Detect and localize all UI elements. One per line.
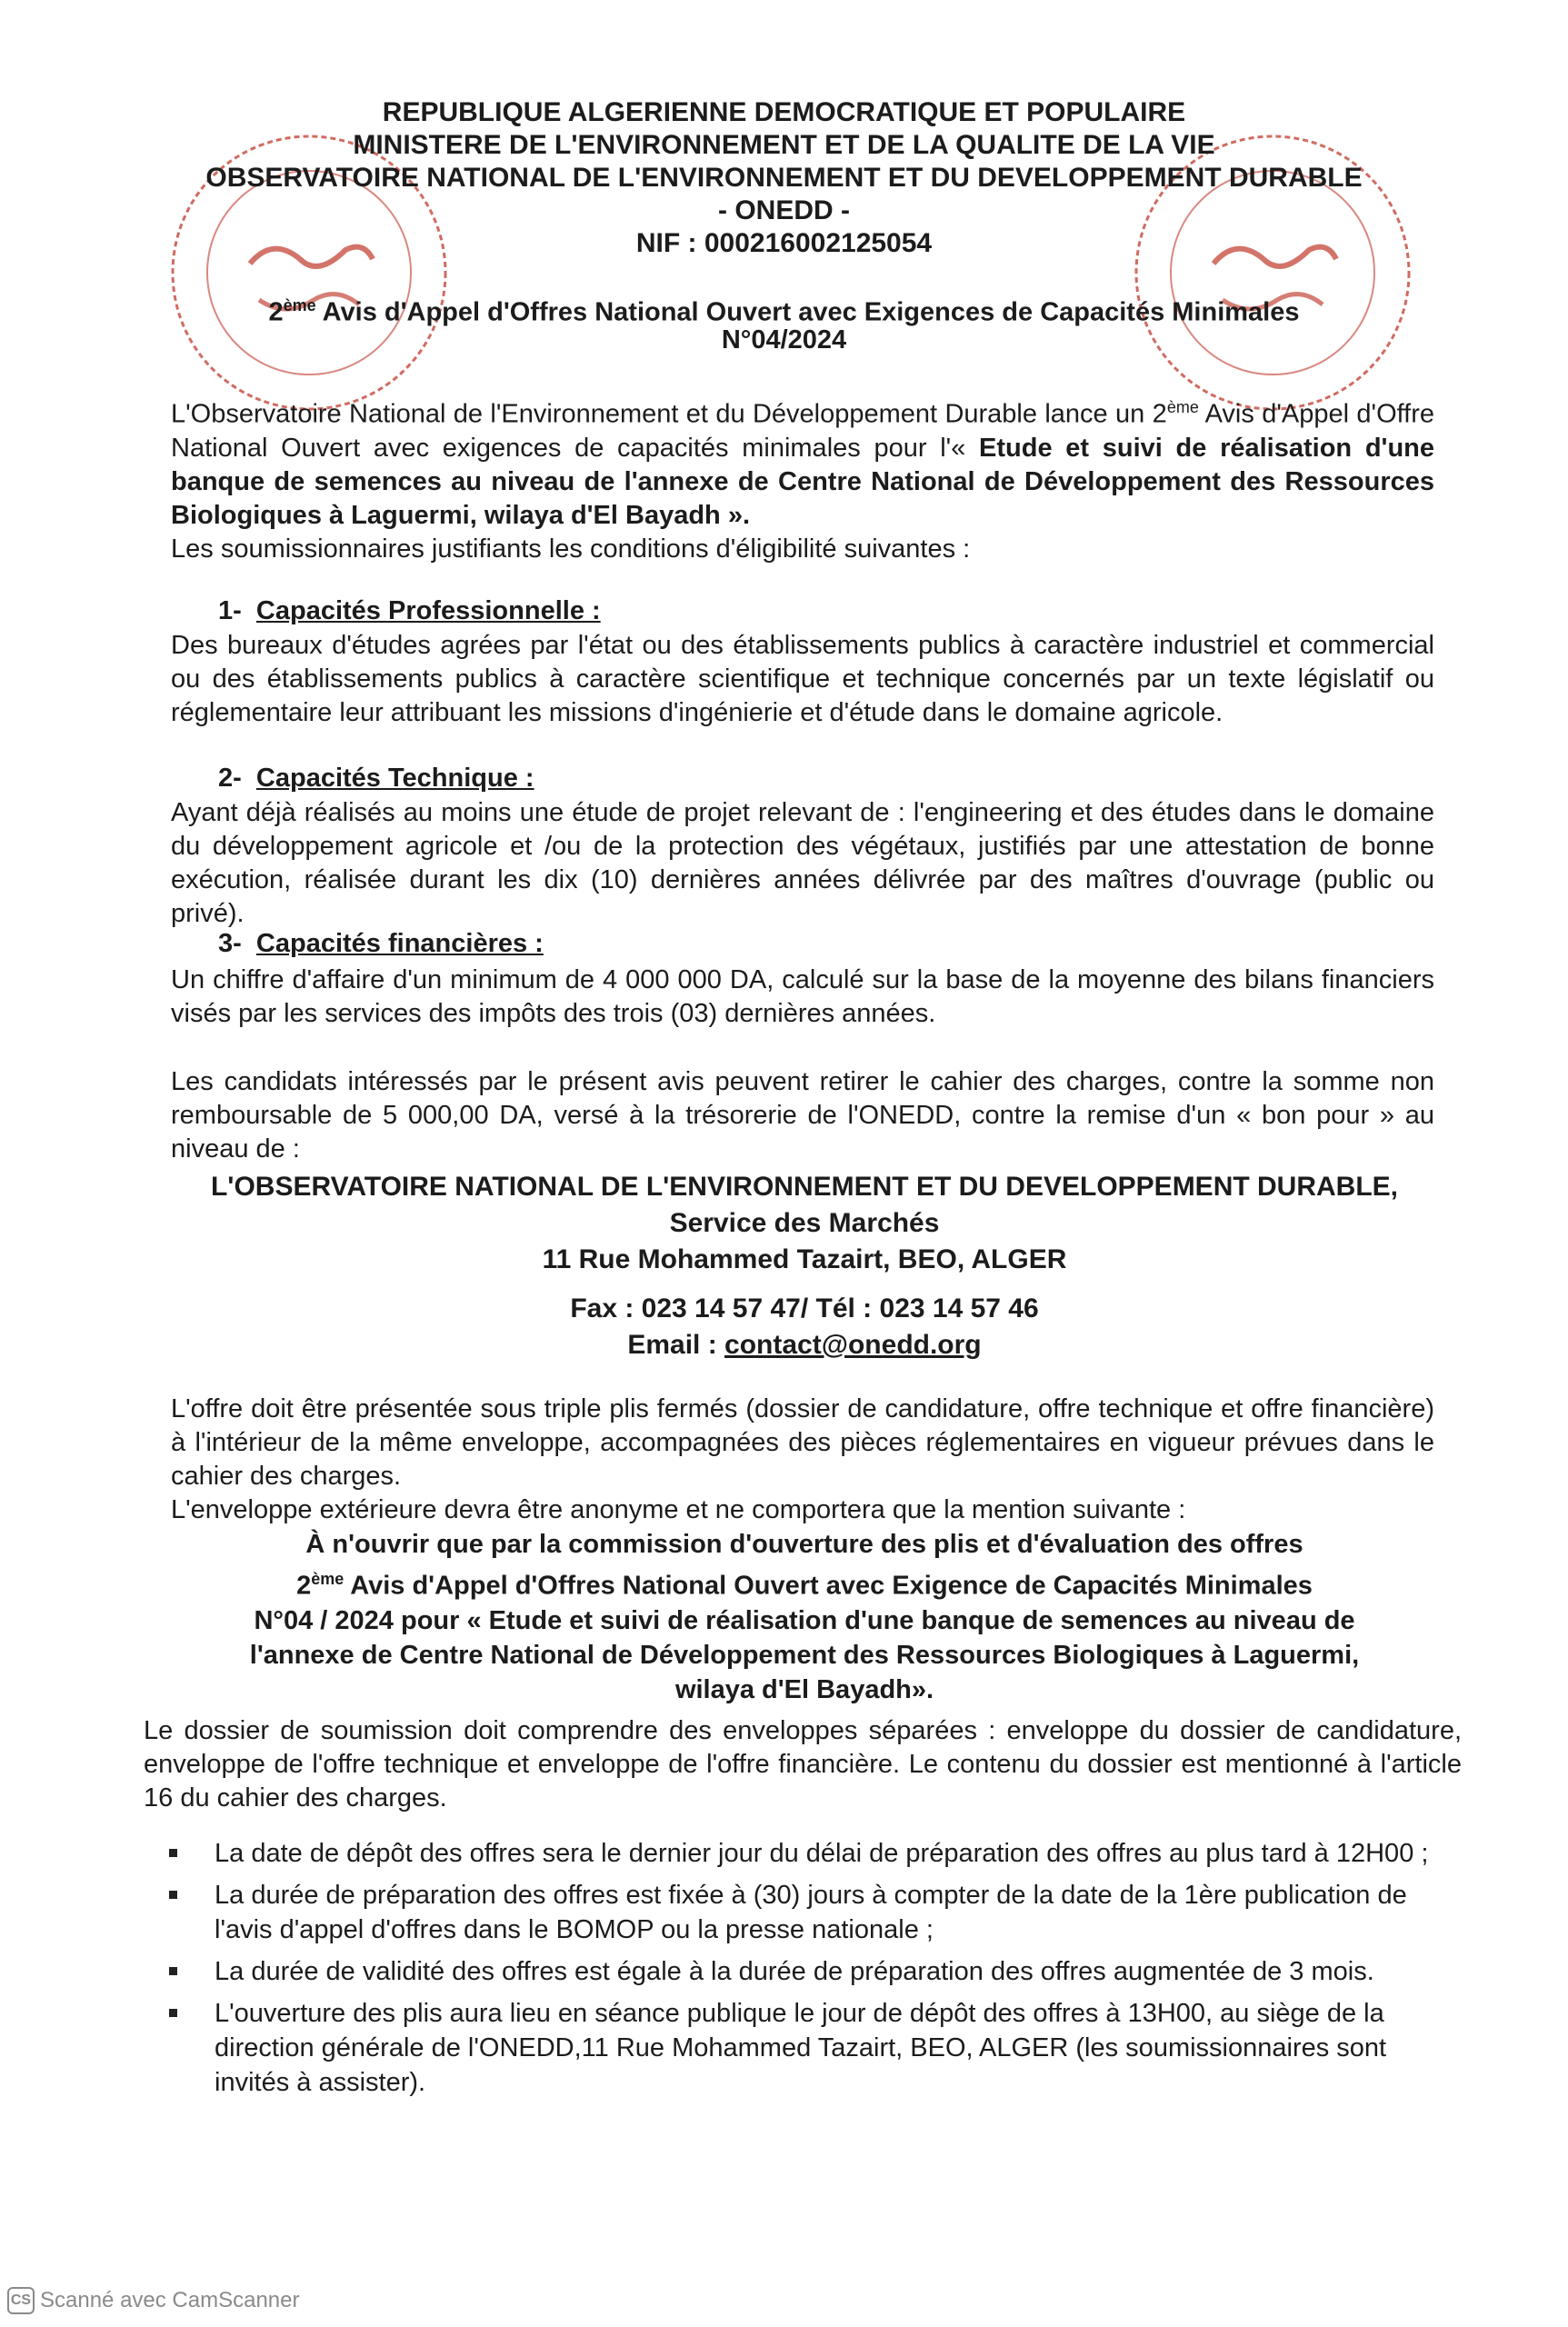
avis-title-text: Avis d'Appel d'Offres National Ouvert avec Exigences de Capacités Minimales	[315, 297, 1300, 327]
intro-sup: ème	[1166, 398, 1199, 416]
intro-text-3: ».	[720, 500, 751, 530]
intro-num: 2	[1152, 399, 1167, 429]
list-item-text: La durée de préparation des offres est fixée à (30) jours à compter de la date de la 1ère publication de l'avis d'appel d'offres dans le BOMOP ou la presse nationale ;	[215, 1881, 1407, 1944]
capacity-3-label: Capacités financières :	[255, 929, 544, 958]
header-nif: NIF : 000216002125054	[635, 228, 933, 258]
mention-text: Avis d'Appel d'Offres National Ouvert avec Exigence de Capacités Minimales	[344, 1571, 1313, 1601]
camscanner-icon: CS	[7, 2287, 35, 2314]
list-item	[164, 1878, 1454, 1947]
address-phone: Fax : 023 14 57 47/ Tél : 023 14 57 46	[570, 1293, 1039, 1323]
dossier-paragraph: Le dossier de soumission doit comprendre des enveloppes séparées : enveloppe du dossier de candidature, enveloppe de l'offre technique et enveloppe de l'offre financière. Le contenu du dossier est mentionné à l'article 16 du cahier des charges.	[144, 1716, 1462, 1813]
capacity-2-title	[218, 764, 534, 794]
scanner-footer	[7, 2287, 300, 2314]
bullet-icon	[169, 1849, 177, 1857]
email-label: Email :	[627, 1330, 725, 1360]
mention-line-2	[136, 1562, 1473, 1603]
capacity-3-title	[218, 929, 544, 959]
capacity-2-text: Ayant déjà réalisés au moins une étude de projet relevant de : l'engineering et des études dans le domaine du développement agricole et /ou de la protection des végétaux, justifiés par une attestation de bonne exécution, réalisée durant les dix (10) dernières années délivrée par des maîtres d'ouvrage (public ou privé).	[171, 798, 1434, 928]
mention-line-3: N°04 / 2024 pour « Etude et suivi de réalisation d'une banque de semences au niveau de	[254, 1605, 1355, 1635]
envelope-mention	[136, 1527, 1473, 1707]
capacity-1-label: Capacités Professionnelle :	[255, 596, 601, 625]
eligibility-text: Les soumissionnaires justifiants les conditions d'éligibilité suivantes :	[171, 534, 971, 564]
list-item	[164, 1836, 1454, 1871]
mention-num: 2	[296, 1571, 312, 1601]
conditions-list	[164, 1836, 1454, 2107]
intro-object: Etude et suivi de réalisation d'une banque de semences au niveau de l'annexe de Centre National de Développement des Ressources Biologiques à Laguermi, wilaya d'El Bayadh	[171, 433, 1435, 530]
scanner-text: Scanné avec CamScanner	[40, 2288, 300, 2312]
mention-line-1: À n'ouvrir que par la commission d'ouverture des plis et d'évaluation des offres	[305, 1530, 1303, 1559]
address-street: 11 Rue Mohammed Tazairt, BEO, ALGER	[542, 1244, 1067, 1274]
intro-paragraph	[171, 391, 1434, 566]
address-block	[136, 1169, 1473, 1363]
bullet-icon	[169, 2009, 177, 2017]
address-organization: L'OBSERVATOIRE NATIONAL DE L'ENVIRONNEMENT ET DU DEVELOPPEMENT DURABLE,	[210, 1172, 1399, 1202]
avis-reference: N°04/2024	[721, 325, 847, 355]
capacity-1-text: Des bureaux d'études agrées par l'état ou des établissements publics à caractère industriel et commercial ou des établissements publics à caractère scientifique et technique concernés par un texte législatif ou réglementaire leur attribuant les missions d'ingénierie et d'étude dans le domaine agricole.	[171, 631, 1434, 727]
capacity-2-label: Capacités Technique :	[255, 764, 534, 793]
capacity-1-number: 1-	[218, 596, 242, 625]
header-observatory: OBSERVATOIRE NATIONAL DE L'ENVIRONNEMENT ET DU DEVELOPPEMENT DURABLE	[205, 163, 1363, 193]
list-item-text: La durée de validité des offres est égale à la durée de préparation des offres augmentée de 3 mois.	[215, 1957, 1374, 1986]
email-link[interactable]: contact@onedd.org	[724, 1330, 982, 1360]
address-email-line	[136, 1327, 1473, 1363]
mention-line-4: l'annexe de Centre National de Développement des Ressources Biologiques à Laguermi,	[249, 1640, 1360, 1670]
capacity-2-number: 2-	[218, 764, 242, 793]
header-ministry: MINISTERE DE L'ENVIRONNEMENT ET DE LA QUALITE DE LA VIE	[353, 130, 1215, 160]
capacity-3-text: Un chiffre d'affaire d'un minimum de 4 000 000 DA, calculé sur la base de la moyenne des bilans financiers visés par les services des impôts des trois (03) dernières années.	[171, 965, 1434, 1028]
capacity-1-title	[218, 596, 601, 626]
list-item	[164, 1954, 1454, 1989]
list-item-text: La date de dépôt des offres sera le dernier jour du délai de préparation des offres au plus tard à 12H00 ;	[215, 1839, 1429, 1868]
list-item	[164, 1996, 1454, 2100]
offre-text: L'offre doit être présentée sous triple plis fermés (dossier de candidature, offre technique et offre financière) à l'intérieur de la même enveloppe, accompagnées des pièces réglementaires en vigueur prévues dans le cahier des charges.	[171, 1394, 1434, 1491]
list-item-text: L'ouverture des plis aura lieu en séance publique le jour de dépôt des offres à 13H00, au siège de la direction générale de l'ONEDD,11 Rue Mohammed Tazairt, BEO, ALGER (les soumissionnaires sont invités à assister).	[215, 1999, 1387, 2097]
mention-sup: ème	[311, 1570, 345, 1588]
intro-text-2: Avis d'Appel d'Offre National Ouvert avec exigences de capacités minimales pour l'«	[171, 399, 1434, 463]
address-service: Service des Marchés	[669, 1208, 940, 1238]
bullet-icon	[169, 1891, 177, 1899]
header-republic: REPUBLIQUE ALGERIENNE DEMOCRATIQUE ET POPULAIRE	[382, 97, 1186, 127]
envelope-text: L'enveloppe extérieure devra être anonyme et ne comportera que la mention suivante :	[171, 1495, 1186, 1524]
avis-number: 2	[268, 297, 284, 327]
avis-sup: ème	[283, 296, 316, 315]
retrait-paragraph: Les candidats intéressés par le présent avis peuvent retirer le cahier des charges, contre la somme non remboursable de 5 000,00 DA, versé à la trésorerie de l'ONEDD, contre la remise d'un « bon pour » au niveau de :	[171, 1067, 1434, 1164]
offre-paragraph	[171, 1393, 1434, 1527]
bullet-icon	[169, 1967, 177, 1975]
header-acronym: - ONEDD -	[718, 195, 850, 225]
intro-text-1: L'Observatoire National de l'Environnement et du Développement Durable lance un	[171, 399, 1153, 429]
capacity-3-number: 3-	[218, 929, 242, 958]
mention-line-5: wilaya d'El Bayadh».	[674, 1674, 934, 1704]
